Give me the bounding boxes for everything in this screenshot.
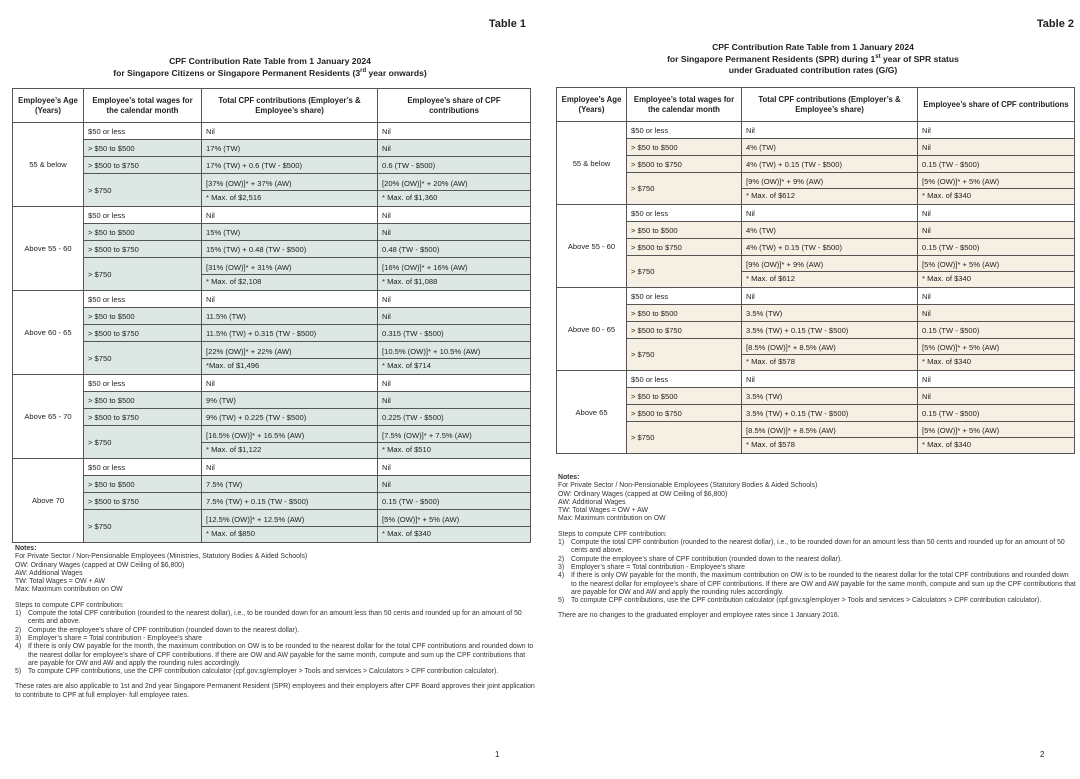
- employee-share-cell: 0.225 (TW - $500): [378, 409, 531, 426]
- step-text: Compute the employee’s share of CPF contribution (rounded down to the nearest dollar).: [28, 626, 300, 634]
- rate-formula: [5% (OW)]* + 5% (AW): [922, 426, 1000, 435]
- employee-share-cell: 0.15 (TW - $500): [918, 156, 1075, 173]
- rate-formula: [37% (OW)]* + 37% (AW): [206, 178, 292, 188]
- table-row: [13, 375, 531, 392]
- header-wages: Employee’s total wages for the calendar month: [84, 89, 202, 123]
- step-item: [15, 668, 535, 676]
- table-header-row: [13, 89, 531, 123]
- wage-band-cell: > $500 to $750: [84, 493, 202, 510]
- notes-section: [15, 545, 535, 700]
- table-row: [557, 322, 1075, 339]
- total-contribution-cell: 3.5% (TW) + 0.15 (TW - $500): [742, 322, 918, 339]
- table-label: Table 2: [1036, 18, 1074, 30]
- table-row: [13, 342, 531, 375]
- table-row: [557, 371, 1075, 388]
- table-row: [557, 305, 1075, 322]
- max-cap: * Max. of $1,122: [202, 442, 377, 456]
- table-row: [13, 157, 531, 174]
- rate-formula: [22% (OW)]* + 22% (AW): [206, 346, 292, 356]
- note-line: AW: Additional Wages: [15, 569, 83, 577]
- total-contribution-cell: [202, 258, 378, 291]
- header-wages: Employee’s total wages for the calendar month: [627, 88, 742, 122]
- note-line: For Private Sector / Non-Pensionable Employees (Statutory Bodies & Aided Schools): [558, 482, 818, 490]
- max-cap: * Max. of $340: [918, 437, 1074, 451]
- total-contribution-cell: Nil: [202, 459, 378, 476]
- step-text: If there is only OW payable for the month, the maximum contribution on OW is to be rounded to the nearest dollar for the total CPF contributions and rounded down to the nearest dollar for employee’s share of CPF contributions. If there are OW and AW payable for the same month, compute and sum up the CPF contributions that are payable for OW and AW and apply the rounding rules accordingly.: [28, 643, 534, 667]
- note-line: TW: Total Wages = OW + AW: [558, 507, 648, 515]
- step-number: 3): [15, 634, 22, 642]
- total-contribution-cell: 11.5% (TW): [202, 308, 378, 325]
- employee-share-cell: Nil: [378, 459, 531, 476]
- note-line: TW: Total Wages = OW + AW: [15, 578, 105, 586]
- employee-share-cell: [378, 342, 531, 375]
- wage-band-cell: > $50 to $500: [84, 476, 202, 493]
- total-contribution-cell: Nil: [742, 122, 918, 139]
- table-row: [13, 241, 531, 258]
- step-number: 1): [558, 539, 565, 547]
- age-group-cell: Above 65 - 70: [13, 375, 84, 459]
- max-cap: *Max. of $1,496: [202, 358, 377, 372]
- spacer: [15, 676, 535, 683]
- wage-band-cell: > $50 to $500: [627, 222, 742, 239]
- step-item: [558, 597, 1076, 605]
- step-number: 5): [15, 668, 22, 676]
- steps-list: [558, 539, 1076, 605]
- table-row: [557, 222, 1075, 239]
- table-row: [13, 308, 531, 325]
- table-row: [13, 123, 531, 140]
- table-row: [13, 207, 531, 224]
- max-cap: * Max. of $340: [378, 526, 530, 540]
- age-group-cell: Above 70: [13, 459, 84, 543]
- total-contribution-cell: [742, 256, 918, 288]
- total-contribution-cell: 11.5% (TW) + 0.315 (TW - $500): [202, 325, 378, 342]
- table-label: Table 1: [488, 18, 526, 30]
- total-contribution-cell: [742, 173, 918, 205]
- step-text: To compute CPF contributions, use the CPF contribution calculator (cpf.gov.sg/employer > Tools and services > Calculators > CPF contribution calculator).: [28, 668, 499, 676]
- spacer: [558, 524, 1076, 531]
- rate-formula: [5% (OW)]* + 5% (AW): [922, 260, 1000, 269]
- step-text: Compute the total CPF contribution (rounded to the nearest dollar), i.e., to be rounded down for an amount less than 50 cents and rounded up for an amount of 50 cents and above.: [571, 539, 1065, 555]
- spacer: [15, 595, 535, 602]
- header-age: Employee’s Age (Years): [557, 88, 627, 122]
- total-contribution-cell: Nil: [202, 207, 378, 224]
- rate-formula: [9% (OW)]* + 9% (AW): [746, 260, 824, 269]
- title-line-2: for Singapore Permanent Residents (SPR) during 1st year of SPR status: [667, 53, 959, 64]
- spacer: [558, 605, 1076, 612]
- employee-share-cell: 0.48 (TW - $500): [378, 241, 531, 258]
- max-cap: * Max. of $612: [742, 188, 917, 202]
- total-contribution-cell: [742, 422, 918, 454]
- table-row: [557, 122, 1075, 139]
- wage-band-cell: > $50 to $500: [84, 308, 202, 325]
- table-row: [13, 426, 531, 459]
- total-contribution-cell: 3.5% (TW): [742, 388, 918, 405]
- total-contribution-cell: 4% (TW) + 0.15 (TW - $500): [742, 239, 918, 256]
- step-number: 5): [558, 597, 565, 605]
- age-group-cell: Above 55 - 60: [13, 207, 84, 291]
- table-row: [557, 339, 1075, 371]
- total-contribution-cell: [742, 339, 918, 371]
- header-total: Total CPF contributions (Employer’s & Employee’s share): [202, 89, 378, 123]
- steps-heading: Steps to compute CPF contribution:: [15, 601, 124, 609]
- max-cap: * Max. of $714: [378, 358, 530, 372]
- employee-share-cell: [378, 174, 531, 207]
- page-2: [546, 0, 1080, 779]
- rate-formula: [8.5% (OW)]* + 8.5% (AW): [746, 343, 836, 352]
- rate-formula: [31% (OW)]* + 31% (AW): [206, 262, 292, 272]
- table-row: [13, 174, 531, 207]
- age-group-cell: Above 65: [557, 371, 627, 454]
- max-cap: * Max. of $340: [918, 188, 1074, 202]
- employee-share-cell: Nil: [378, 224, 531, 241]
- age-group-cell: 55 & below: [557, 122, 627, 205]
- title-line-2: for Singapore Citizens or Singapore Permanent Residents (3rd year onwards): [113, 67, 427, 78]
- max-cap: * Max. of $578: [742, 354, 917, 368]
- footer-note: These rates are also applicable to 1st and 2nd year Singapore Permanent Resident (SPR) employees and their employers after CPF Board approves their joint application to contribute to CPF at full employer- full employee rates.: [15, 683, 535, 699]
- wage-band-cell: > $500 to $750: [84, 157, 202, 174]
- total-contribution-cell: Nil: [202, 291, 378, 308]
- table-row: [13, 258, 531, 291]
- step-text: Employer’s share = Total contribution - Employee’s share: [28, 634, 202, 642]
- employee-share-cell: Nil: [378, 308, 531, 325]
- employee-share-cell: Nil: [378, 392, 531, 409]
- total-contribution-cell: 15% (TW) + 0.48 (TW - $500): [202, 241, 378, 258]
- step-item: [558, 564, 1076, 572]
- table-row: [13, 392, 531, 409]
- employee-share-cell: Nil: [918, 122, 1075, 139]
- employee-share-cell: [378, 258, 531, 291]
- employee-share-cell: 0.15 (TW - $500): [378, 493, 531, 510]
- max-cap: * Max. of $612: [742, 271, 917, 285]
- wage-band-cell: $50 or less: [84, 291, 202, 308]
- step-text: To compute CPF contributions, use the CPF contribution calculator (cpf.gov.sg/employer > Tools and services > Calculators > CPF contribution calculator).: [571, 597, 1042, 605]
- wage-band-cell: $50 or less: [627, 371, 742, 388]
- wage-band-cell: $50 or less: [627, 205, 742, 222]
- title-line-1: CPF Contribution Rate Table from 1 January 2024: [169, 56, 371, 66]
- table-row: [13, 409, 531, 426]
- header-age: Employee’s Age (Years): [13, 89, 84, 123]
- table-row: [557, 405, 1075, 422]
- max-cap: * Max. of $2,108: [202, 274, 377, 288]
- total-contribution-cell: 4% (TW) + 0.15 (TW - $500): [742, 156, 918, 173]
- table-row: [557, 388, 1075, 405]
- employee-share-cell: 0.15 (TW - $500): [918, 322, 1075, 339]
- total-contribution-cell: 4% (TW): [742, 139, 918, 156]
- rate-formula: [5% (OW)]* + 5% (AW): [922, 177, 1000, 186]
- total-contribution-cell: 3.5% (TW): [742, 305, 918, 322]
- wage-band-cell: $50 or less: [627, 122, 742, 139]
- employee-share-cell: Nil: [918, 139, 1075, 156]
- notes-section: [558, 474, 1076, 621]
- age-group-cell: Above 60 - 65: [557, 288, 627, 371]
- table-row: [557, 173, 1075, 205]
- table-row: [557, 422, 1075, 454]
- wage-band-cell: > $750: [627, 422, 742, 454]
- employee-share-cell: [918, 256, 1075, 288]
- rate-formula: [5% (OW)]* + 5% (AW): [922, 343, 1000, 352]
- wage-band-cell: > $50 to $500: [627, 388, 742, 405]
- step-item: [15, 635, 535, 643]
- wage-band-cell: $50 or less: [84, 123, 202, 140]
- table-row: [557, 156, 1075, 173]
- age-group-cell: Above 60 - 65: [13, 291, 84, 375]
- table-row: [557, 205, 1075, 222]
- rate-formula: [20% (OW)]* + 20% (AW): [382, 178, 468, 188]
- total-contribution-cell: Nil: [742, 288, 918, 305]
- table-header-row: [557, 88, 1075, 122]
- header-share: Employee’s share of CPF contributions: [378, 89, 531, 123]
- employee-share-cell: Nil: [378, 375, 531, 392]
- max-cap: * Max. of $578: [742, 437, 917, 451]
- footer-note: There are no changes to the graduated employer and employee rates since 1 January 2016.: [558, 612, 840, 620]
- age-group-cell: 55 & below: [13, 123, 84, 207]
- wage-band-cell: > $500 to $750: [84, 409, 202, 426]
- total-contribution-cell: 9% (TW) + 0.225 (TW - $500): [202, 409, 378, 426]
- step-number: 2): [558, 555, 565, 563]
- wage-band-cell: > $500 to $750: [84, 241, 202, 258]
- wage-band-cell: > $750: [84, 174, 202, 207]
- step-item: [558, 539, 1076, 556]
- step-item: [15, 643, 535, 668]
- table-row: [13, 493, 531, 510]
- cpf-rate-table: [556, 87, 1075, 454]
- step-text: If there is only OW payable for the month, the maximum contribution on OW is to be rounded to the nearest dollar for the total CPF contributions and rounded down to the nearest dollar for employee’s share of CPF contributions. If there are OW and AW payable for the same month, compute and sum up the CPF contributions that are payable for OW and AW and apply the rounding rules accordingly.: [571, 572, 1076, 596]
- header-total: Total CPF contributions (Employer’s & Employee’s share): [742, 88, 918, 122]
- notes-heading: Notes:: [15, 545, 37, 552]
- steps-heading: Steps to compute CPF contribution:: [558, 530, 667, 538]
- step-text: Compute the employee’s share of CPF contribution (rounded down to the nearest dollar).: [571, 555, 843, 563]
- step-item: [558, 556, 1076, 564]
- table-row: [557, 139, 1075, 156]
- employee-share-cell: 0.315 (TW - $500): [378, 325, 531, 342]
- age-group-cell: Above 55 - 60: [557, 205, 627, 288]
- title-line-3: under Graduated contribution rates (G/G): [728, 65, 898, 75]
- rate-formula: [10.5% (OW)]* + 10.5% (AW): [382, 346, 481, 356]
- employee-share-cell: 0.15 (TW - $500): [918, 239, 1075, 256]
- employee-share-cell: Nil: [918, 288, 1075, 305]
- max-cap: * Max. of $340: [918, 271, 1074, 285]
- table-title: [0, 56, 540, 79]
- rate-formula: [7.5% (OW)]* + 7.5% (AW): [382, 430, 472, 440]
- max-cap: * Max. of $340: [918, 354, 1074, 368]
- table-row: [13, 510, 531, 543]
- table-row: [13, 459, 531, 476]
- max-cap: * Max. of $1,360: [378, 190, 530, 204]
- rate-formula: [16.5% (OW)]* + 16.5% (AW): [206, 430, 305, 440]
- wage-band-cell: > $750: [627, 173, 742, 205]
- note-line: AW: Additional Wages: [558, 498, 626, 506]
- rate-formula: [8.5% (OW)]* + 8.5% (AW): [746, 426, 836, 435]
- cpf-rate-table: [12, 88, 531, 543]
- max-cap: * Max. of $1,088: [378, 274, 530, 288]
- employee-share-cell: Nil: [918, 222, 1075, 239]
- step-number: 3): [558, 563, 565, 571]
- employee-share-cell: Nil: [378, 123, 531, 140]
- total-contribution-cell: 4% (TW): [742, 222, 918, 239]
- employee-share-cell: [378, 510, 531, 543]
- wage-band-cell: > $750: [84, 426, 202, 459]
- step-number: 1): [15, 610, 22, 618]
- page-number: 1: [495, 750, 500, 759]
- employee-share-cell: [918, 173, 1075, 205]
- employee-share-cell: [918, 339, 1075, 371]
- employee-share-cell: [378, 426, 531, 459]
- total-contribution-cell: Nil: [742, 371, 918, 388]
- total-contribution-cell: Nil: [202, 123, 378, 140]
- total-contribution-cell: 17% (TW): [202, 140, 378, 157]
- max-cap: * Max. of $510: [378, 442, 530, 456]
- employee-share-cell: Nil: [918, 205, 1075, 222]
- wage-band-cell: > $50 to $500: [627, 305, 742, 322]
- note-line: Max: Maximum contribution on OW: [558, 515, 666, 523]
- wage-band-cell: $50 or less: [84, 459, 202, 476]
- rate-formula: [16% (OW)]* + 16% (AW): [382, 262, 468, 272]
- table-row: [557, 256, 1075, 288]
- note-line: OW: Ordinary Wages (capped at OW Ceiling of $6,800): [15, 561, 185, 569]
- note-line: For Private Sector / Non-Pensionable Employees (Ministries, Statutory Bodies & Aided Schools): [15, 553, 308, 561]
- total-contribution-cell: 9% (TW): [202, 392, 378, 409]
- step-number: 2): [15, 626, 22, 634]
- total-contribution-cell: 7.5% (TW): [202, 476, 378, 493]
- max-cap: * Max. of $2,516: [202, 190, 377, 204]
- steps-list: [15, 610, 535, 676]
- table-row: [13, 476, 531, 493]
- wage-band-cell: > $50 to $500: [84, 140, 202, 157]
- title-line-1: CPF Contribution Rate Table from 1 January 2024: [712, 42, 914, 52]
- notes-heading: Notes:: [558, 474, 580, 481]
- wage-band-cell: $50 or less: [84, 375, 202, 392]
- table-row: [13, 224, 531, 241]
- employee-share-cell: Nil: [378, 140, 531, 157]
- total-contribution-cell: 15% (TW): [202, 224, 378, 241]
- wage-band-cell: > $500 to $750: [627, 239, 742, 256]
- employee-share-cell: Nil: [378, 207, 531, 224]
- total-contribution-cell: 17% (TW) + 0.6 (TW - $500): [202, 157, 378, 174]
- total-contribution-cell: Nil: [742, 205, 918, 222]
- rate-formula: [5% (OW)]* + 5% (AW): [382, 514, 460, 524]
- total-contribution-cell: Nil: [202, 375, 378, 392]
- table-row: [557, 288, 1075, 305]
- rate-formula: [9% (OW)]* + 9% (AW): [746, 177, 824, 186]
- wage-band-cell: > $750: [84, 258, 202, 291]
- wage-band-cell: $50 or less: [627, 288, 742, 305]
- table-row: [13, 325, 531, 342]
- wage-band-cell: > $500 to $750: [627, 405, 742, 422]
- page-number: 2: [1040, 750, 1045, 759]
- total-contribution-cell: 7.5% (TW) + 0.15 (TW - $500): [202, 493, 378, 510]
- total-contribution-cell: [202, 174, 378, 207]
- employee-share-cell: Nil: [918, 388, 1075, 405]
- wage-band-cell: > $750: [84, 342, 202, 375]
- max-cap: * Max. of $850: [202, 526, 377, 540]
- wage-band-cell: > $50 to $500: [84, 224, 202, 241]
- total-contribution-cell: [202, 426, 378, 459]
- step-item: [15, 610, 535, 627]
- total-contribution-cell: 3.5% (TW) + 0.15 (TW - $500): [742, 405, 918, 422]
- employee-share-cell: Nil: [378, 476, 531, 493]
- header-share: Employee’s share of CPF contributions: [918, 88, 1075, 122]
- employee-share-cell: Nil: [918, 305, 1075, 322]
- employee-share-cell: 0.15 (TW - $500): [918, 405, 1075, 422]
- wage-band-cell: > $750: [627, 339, 742, 371]
- table-row: [557, 239, 1075, 256]
- note-line: OW: Ordinary Wages (capped at OW Ceiling of $6,800): [558, 490, 728, 498]
- rate-formula: [12.5% (OW)]* + 12.5% (AW): [206, 514, 305, 524]
- step-number: 4): [558, 572, 565, 580]
- employee-share-cell: 0.6 (TW - $500): [378, 157, 531, 174]
- step-item: [15, 627, 535, 635]
- note-line: Max: Maximum contribution on OW: [15, 586, 123, 594]
- wage-band-cell: > $500 to $750: [84, 325, 202, 342]
- step-text: Employer’s share = Total contribution - Employee’s share: [571, 563, 745, 571]
- wage-band-cell: > $750: [627, 256, 742, 288]
- table-row: [13, 140, 531, 157]
- wage-band-cell: > $50 to $500: [627, 139, 742, 156]
- employee-share-cell: Nil: [918, 371, 1075, 388]
- wage-band-cell: > $50 to $500: [84, 392, 202, 409]
- step-number: 4): [15, 643, 22, 651]
- wage-band-cell: > $500 to $750: [627, 322, 742, 339]
- table-row: [13, 291, 531, 308]
- step-item: [558, 572, 1076, 597]
- wage-band-cell: > $750: [84, 510, 202, 543]
- employee-share-cell: Nil: [378, 291, 531, 308]
- total-contribution-cell: [202, 342, 378, 375]
- wage-band-cell: $50 or less: [84, 207, 202, 224]
- wage-band-cell: > $500 to $750: [627, 156, 742, 173]
- employee-share-cell: [918, 422, 1075, 454]
- total-contribution-cell: [202, 510, 378, 543]
- step-text: Compute the total CPF contribution (rounded to the nearest dollar), i.e., to be rounded down for an amount less than 50 cents and rounded up for an amount of 50 cents and above.: [28, 610, 522, 626]
- table-title: [546, 42, 1080, 77]
